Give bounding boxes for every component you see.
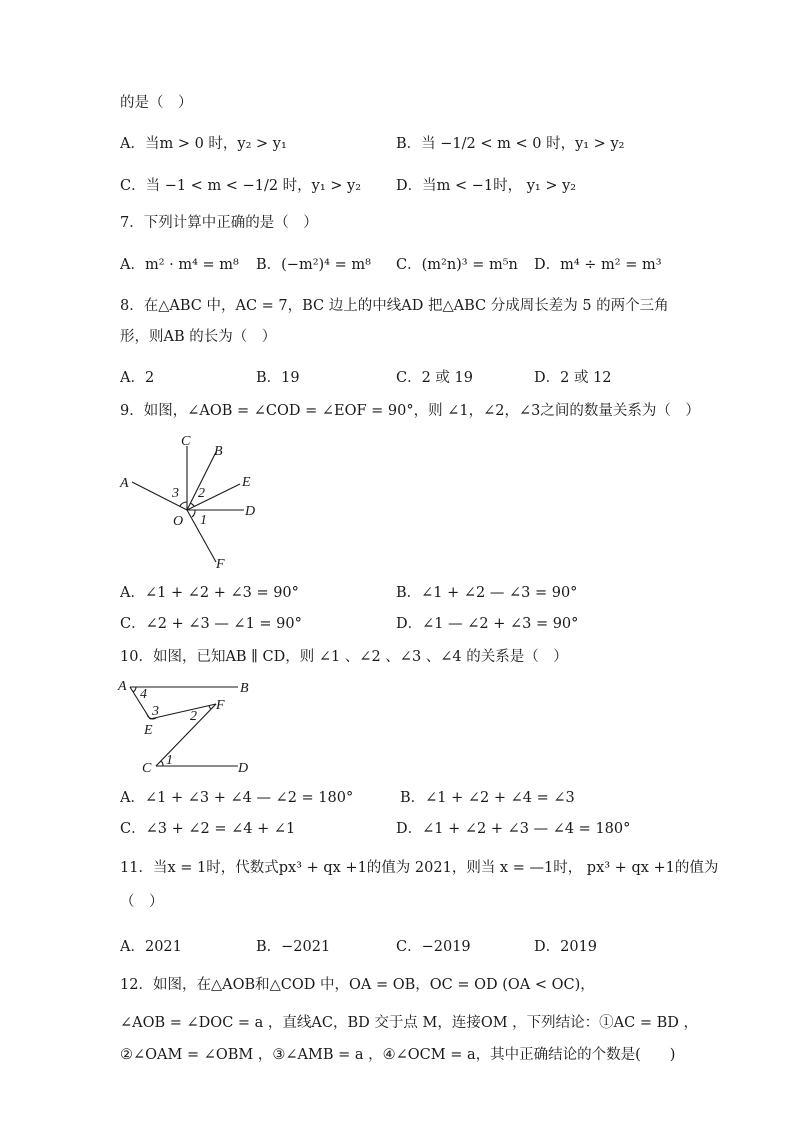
label-e: E [242, 475, 251, 490]
angle-4-label: 4 [140, 687, 147, 702]
q11-option-d: D．2019 [534, 939, 598, 955]
label-e: E [144, 723, 153, 738]
q10-stem: 10．如图，已知AB ∥ CD，则 ∠1 、∠2 、∠3 、∠4 的关系是（ ） [120, 649, 568, 665]
label-b: B [240, 681, 249, 696]
q9-stem: 9．如图，∠AOB = ∠COD = ∠EOF = 90°，则 ∠1，∠2，∠3之间的数量关系为（ ） [120, 403, 700, 419]
q12-stem-line2: ∠AOB = ∠DOC = a ，直线AC，BD 交于点 M，连接OM ，下列结论：①AC = BD ， [120, 1015, 698, 1031]
q10-option-a: A．∠1 + ∠3 + ∠4 — ∠2 = 180° [120, 790, 354, 806]
q8-stem-line2: 形，则AB 的长为（ ） [120, 329, 277, 345]
q6-option-a: A．当m > 0 时，y₂ > y₁ [120, 136, 287, 152]
label-f: F [216, 557, 225, 572]
label-d: D [245, 504, 256, 519]
q7-option-a: A．m² · m⁴ = m⁸ [120, 257, 239, 273]
q8-stem-line1: 8．在△ABC 中，AC = 7，BC 边上的中线AD 把△ABC 分成周长差为 5 的两个三角 [120, 298, 669, 314]
angle-2-arc [209, 706, 211, 709]
q7-option-c: C．(m²n)³ = m⁵n [396, 257, 518, 273]
q7-option-d: D．m⁴ ÷ m² = m³ [534, 257, 662, 273]
q10-option-b: B．∠1 + ∠2 + ∠4 = ∠3 [400, 790, 575, 806]
q9-option-c: C．∠2 + ∠3 — ∠1 = 90° [120, 616, 302, 632]
angle-3-arc [180, 502, 187, 506]
angle-1-label: 1 [200, 513, 207, 528]
q12-stem-line3: ②∠OAM = ∠OBM ，③∠AMB = a ，④∠OCM = a，其中正确结论的个数是( ) [120, 1047, 676, 1063]
label-a: A [120, 476, 129, 491]
q11-option-a: A．2021 [120, 939, 182, 955]
angle-1-arc [161, 761, 163, 766]
label-b: B [214, 444, 223, 459]
segment-ef [150, 704, 216, 719]
angle-2-arc [190, 503, 194, 506]
q9-option-b: B．∠1 + ∠2 — ∠3 = 90° [396, 585, 578, 601]
q10-option-c: C．∠3 + ∠2 = ∠4 + ∠1 [120, 821, 296, 837]
q6-option-b: B．当 −1/2 < m < 0 时，y₁ > y₂ [396, 136, 625, 152]
q12-stem-line1: 12．如图，在△AOB和△COD 中，OA = OB，OC = OD (OA < OC)， [120, 977, 595, 993]
segment-fc [156, 704, 216, 766]
q8-option-c: C．2 或 19 [396, 370, 473, 386]
ray-oe [187, 484, 240, 510]
label-c: C [142, 761, 152, 776]
label-f: F [216, 698, 225, 713]
q8-option-b: B．19 [256, 370, 300, 386]
label-c: C [181, 434, 191, 449]
angle-1-label: 1 [166, 753, 173, 768]
ray-ob [187, 452, 216, 510]
angle-3-label: 3 [152, 704, 159, 719]
q8-option-a: A．2 [120, 370, 155, 386]
q11-option-b: B．−2021 [256, 939, 331, 955]
angle-4-arc [133, 687, 136, 692]
angle-3-label: 3 [172, 486, 179, 501]
q11-option-c: C．−2019 [396, 939, 471, 955]
q10-figure [112, 674, 262, 778]
label-o: O [173, 514, 184, 529]
q11-stem-line2: （ ） [120, 894, 164, 910]
q7-stem: 7．下列计算中正确的是（ ） [120, 215, 318, 231]
q11-stem-line1: 11．当x = 1时，代数式px³ + qx +1的值为 2021，则当 x = —1时， px³ + qx +1的值为 [120, 860, 719, 876]
q6-option-c: C．当 −1 < m < −1/2 时，y₁ > y₂ [120, 178, 362, 194]
q9-figure [112, 430, 272, 576]
angle-1-arc [192, 510, 195, 517]
q8-option-d: D．2 或 12 [534, 370, 612, 386]
q6-stem-tail: 的是（ ） [120, 95, 193, 111]
q9-option-a: A．∠1 + ∠2 + ∠3 = 90° [120, 585, 299, 601]
q9-option-d: D．∠1 — ∠2 + ∠3 = 90° [396, 616, 579, 632]
angle-2-label: 2 [198, 486, 205, 501]
q6-option-d: D．当m < −1时， y₁ > y₂ [396, 178, 577, 194]
angle-2-label: 2 [190, 709, 197, 724]
label-a: A [118, 679, 127, 694]
q10-option-d: D．∠1 + ∠2 + ∠3 — ∠4 = 180° [396, 821, 631, 837]
label-d: D [238, 761, 249, 776]
q7-option-b: B．(−m²)⁴ = m⁸ [256, 257, 371, 273]
